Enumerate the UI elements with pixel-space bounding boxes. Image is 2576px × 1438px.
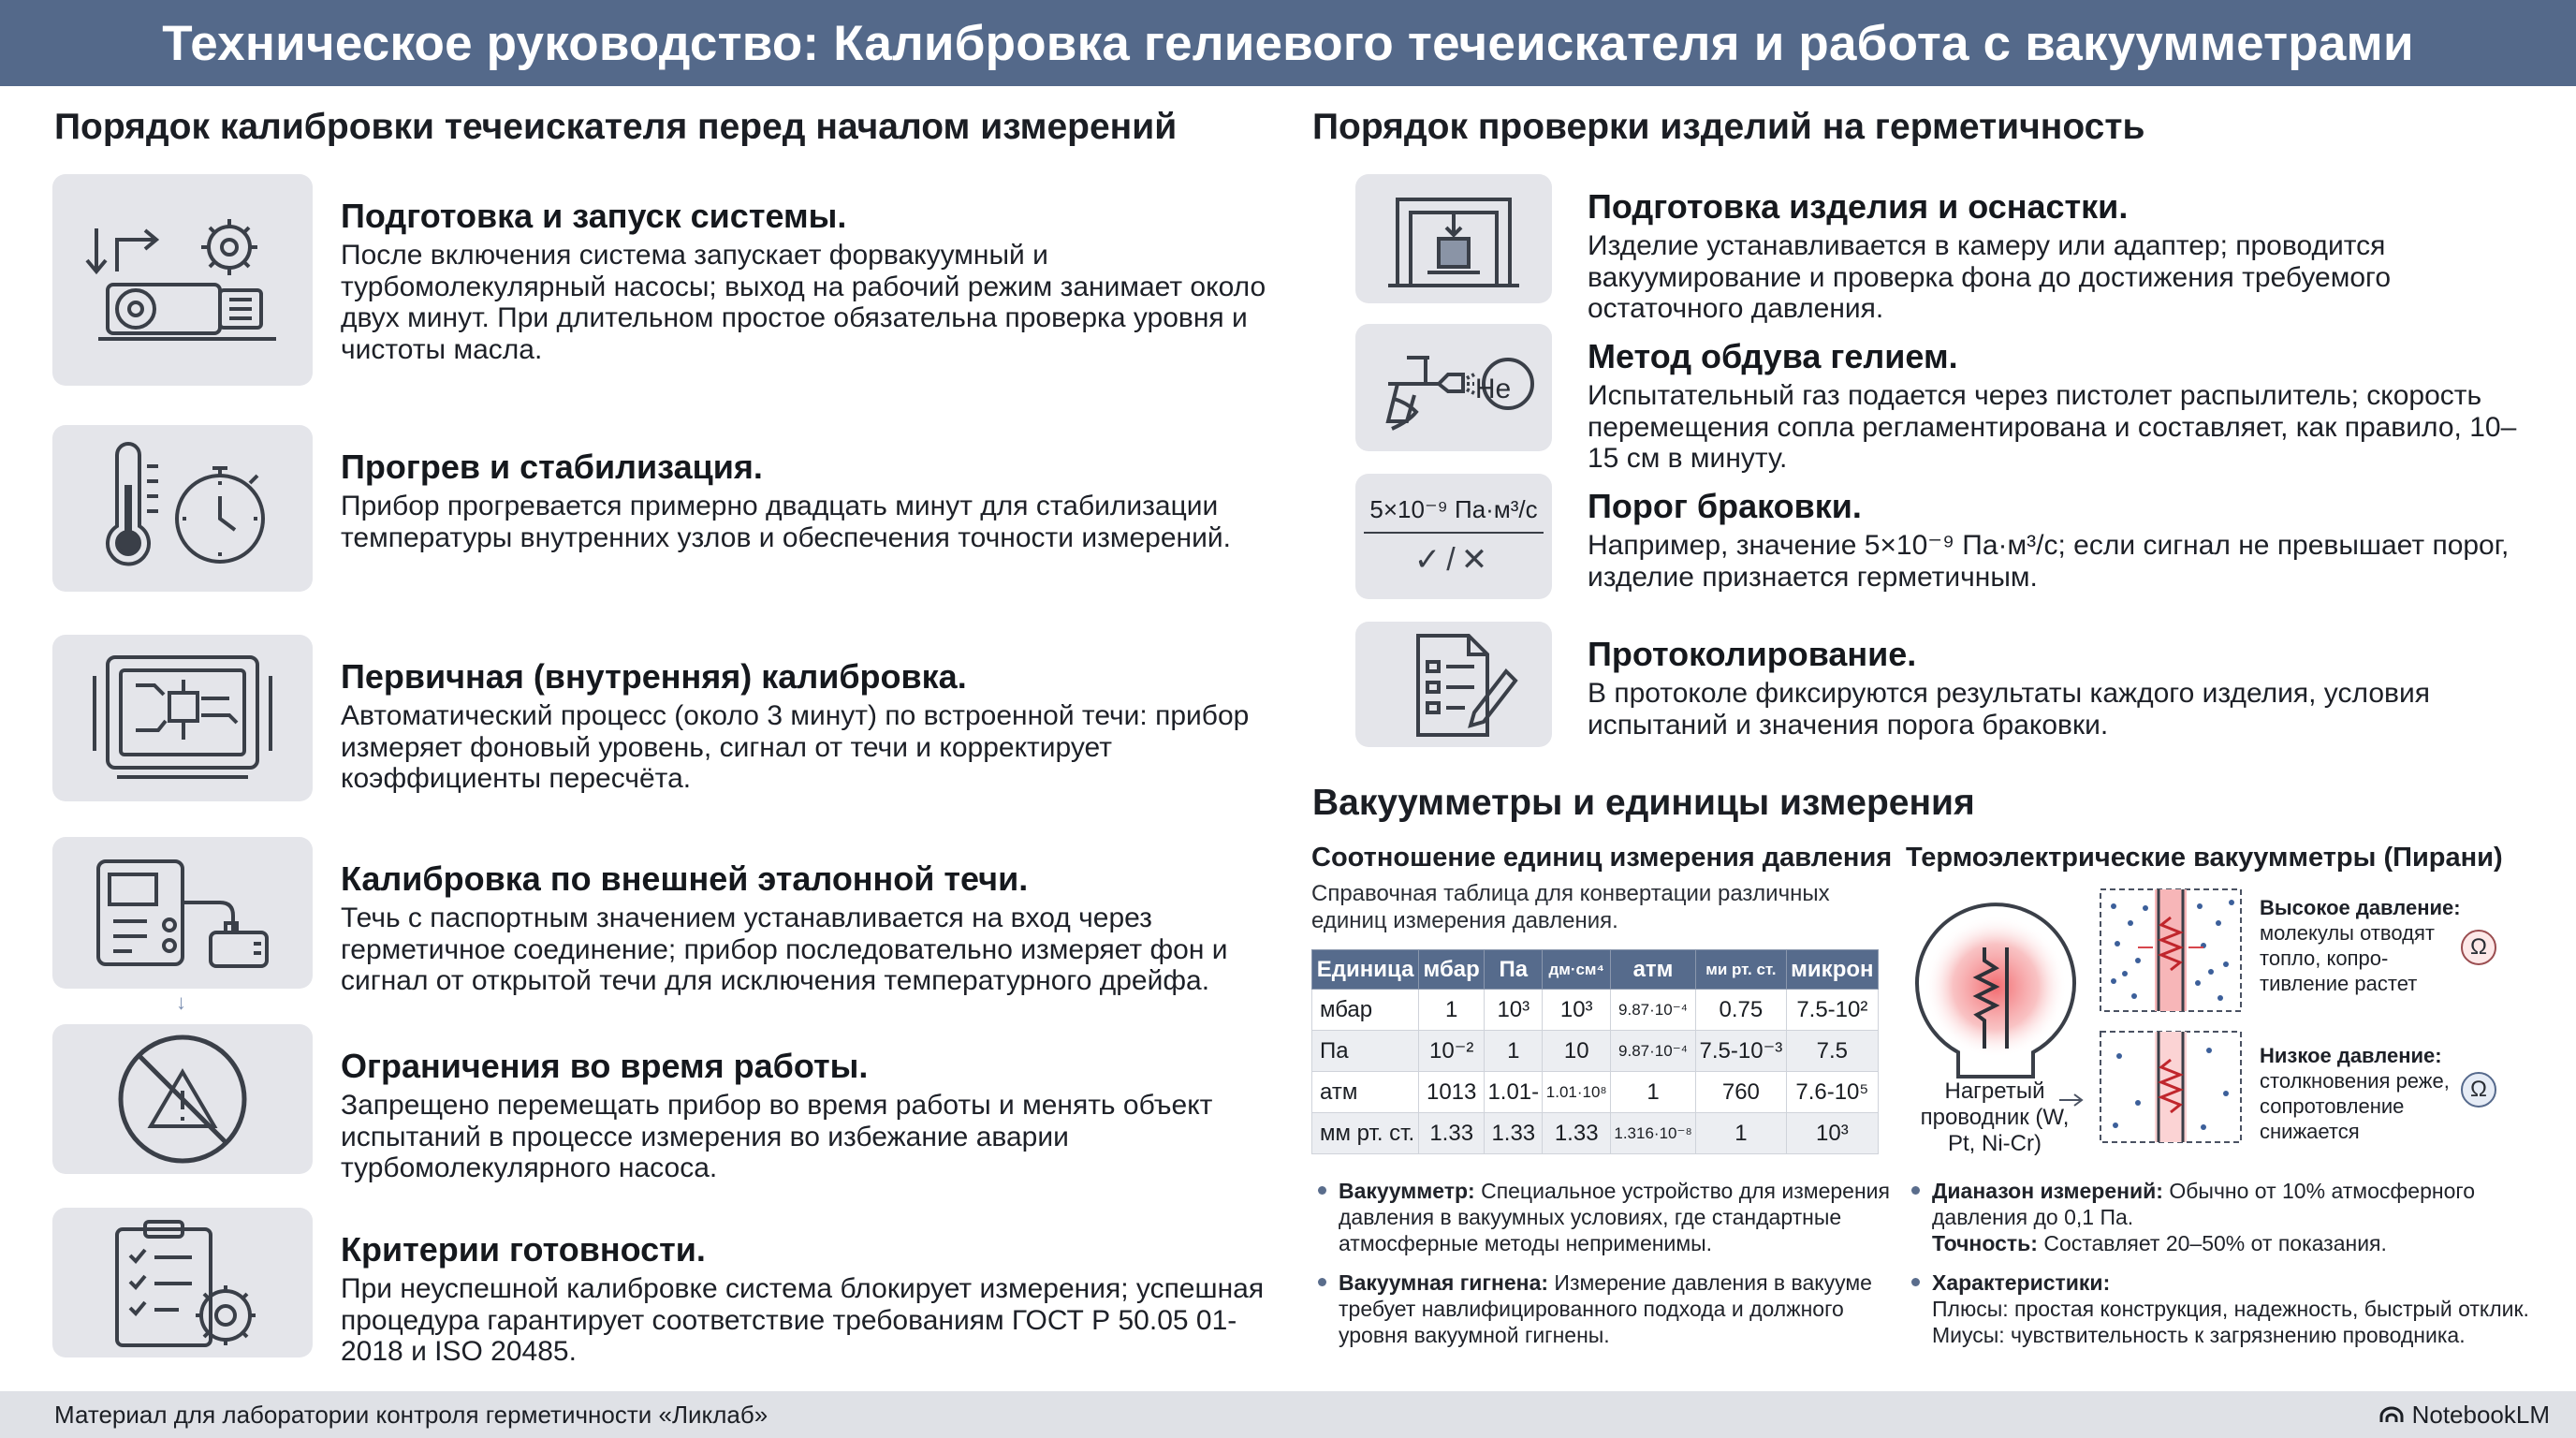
table-cell: 760: [1696, 1072, 1787, 1113]
page-header: [0, 0, 2576, 86]
bullet-text: Плюсы: простая конструкция, надежность, быстрый отклик.: [1932, 1297, 2529, 1321]
table-row: [1312, 990, 1879, 1031]
table-cell: 1: [1419, 990, 1485, 1031]
table-cell: 1.33: [1485, 1113, 1543, 1154]
helium-label: He: [1474, 374, 1512, 404]
ohm-label-high: Ω: [2470, 934, 2487, 960]
units-subtitle: Соотношение единиц измерения давления: [1311, 843, 1893, 873]
step-text: Испытательный газ подается через пистолет распылитель; скорость перемещения сопла регламентирована и составляет, как правило, 10–15 см в минуту.: [1588, 380, 2517, 474]
step-text: Изделие устанавливается в камеру или адаптер; проводится вакуумирование и проверка фона до достижения требуемого остаточного давления.: [1588, 230, 2392, 324]
table-cell: 1.01·10⁸: [1543, 1072, 1611, 1113]
table-cell: 7.5-10²: [1786, 990, 1878, 1031]
calibration-step-4: [52, 837, 1269, 996]
step-text: При неуспешной калибровке система блокирует измерения; успешная процедура гарантирует соответствие требованиям ГОСТ Р 50.05 01-2018 и ISO 20485.: [341, 1273, 1265, 1367]
table-header-cell: Единица: [1312, 950, 1419, 990]
list-item: [1314, 1178, 1895, 1256]
step-title: Прогрев и стабилизация.: [341, 448, 763, 486]
bullet-term: Точность:: [1932, 1231, 2038, 1255]
table-row: [1312, 1072, 1879, 1113]
check-cross-icon: ✓/✕: [1413, 541, 1494, 578]
page-title: Техническое руководство: Калибровка гелиевого течеискателя и работа с вакуумметрами: [162, 15, 2414, 71]
table-cell: 10³: [1786, 1113, 1878, 1154]
table-cell: 1: [1485, 1031, 1543, 1072]
check-step-3: [1355, 474, 2535, 599]
table-cell: 1.01-: [1485, 1072, 1543, 1113]
bullet-text: Специальное устройство для измерения давления в вакуумных условиях, где стандартные атмосферные методы неприменимы.: [1339, 1179, 1890, 1255]
table-cell: 7.5: [1786, 1031, 1878, 1072]
high-pressure-text: молекулы отводят топло, копро-тивление растет: [2260, 921, 2435, 995]
bullet-text: Обычно от 10% атмосферного давления до 0,1 Па.: [1932, 1179, 2476, 1229]
bullet-text: Составляет 20–50% от показания.: [2037, 1231, 2387, 1255]
arrow-down-icon: ↓: [176, 990, 186, 1014]
conductor-label: Нагретый проводник (W, Pt, Ni-Cr): [1920, 1078, 2070, 1156]
units-description: Справочная таблица для конвертации различных единиц измерения давления.: [1311, 881, 1830, 933]
threshold-value-text: 5×10⁻⁹ Па·м³/с: [1364, 495, 1543, 534]
table-header-cell: дм·см⁴: [1543, 950, 1611, 990]
table-cell: 10⁻²: [1419, 1031, 1485, 1072]
table-cell: 1.316·10⁻⁸: [1610, 1113, 1695, 1154]
units-conversion-table: [1311, 949, 1879, 1154]
step-title: Калибровка по внешней эталонной течи.: [341, 859, 1029, 898]
table-cell: 1: [1610, 1072, 1695, 1113]
bullet-term: Вакуумная гигнена:: [1339, 1270, 1549, 1295]
step-title: Подготовка изделия и оснастки.: [1588, 187, 2129, 226]
table-header-cell: атм: [1610, 950, 1695, 990]
footer-text: Материал для лаборатории контроля герметичности «Ликлаб»: [54, 1400, 768, 1429]
right-section-title: Порядок проверки изделий на герметичность: [1312, 107, 2145, 147]
step-text: Запрещено перемещать прибор во время работы и менять объект испытаний в процессе измерения во избежание аварии турбомолекулярного насоса.: [341, 1090, 1213, 1183]
high-pressure-title: Высокое давление:: [2260, 896, 2461, 919]
step-text: В протоколе фиксируются результаты каждого изделия, условия испытаний и значения порога браковки.: [1588, 678, 2430, 741]
chamber-press-icon: [1355, 174, 1552, 303]
table-cell: 1.33: [1419, 1113, 1485, 1154]
list-item: [1908, 1269, 2544, 1348]
table-cell: 7.6-10⁵: [1786, 1072, 1878, 1113]
step-text: Автоматический процесс (около 3 минут) по встроенной течи: прибор измеряет фоновый уровень, сигнал от течи и корректирует коэффициенты пересчёта.: [341, 700, 1250, 794]
low-pressure-text: столкновения реже, сопротовление снижается: [2260, 1069, 2450, 1143]
check-step-4: [1355, 622, 2535, 747]
table-header-cell: мбар: [1419, 950, 1485, 990]
table-cell: 1013: [1419, 1072, 1485, 1113]
calibration-step-2: [52, 425, 1269, 592]
step-title: Порог браковки.: [1588, 487, 1862, 525]
table-cell: 10³: [1543, 990, 1611, 1031]
table-cell: атм: [1312, 1072, 1419, 1113]
step-title: Протоколирование.: [1588, 635, 1917, 673]
table-header-row: [1312, 950, 1879, 990]
table-cell: 10: [1543, 1031, 1611, 1072]
table-row: [1312, 1113, 1879, 1154]
calibration-step-3: [52, 635, 1269, 801]
circuit-chip-icon: [52, 635, 313, 801]
table-header-cell: ми рт. ст.: [1696, 950, 1787, 990]
table-cell: мбар: [1312, 990, 1419, 1031]
pump-gear-icon: [52, 174, 313, 386]
notebooklm-logo-icon: [2378, 1405, 2405, 1424]
calibration-step-5: [52, 1024, 1269, 1183]
table-cell: 0.75: [1696, 990, 1787, 1031]
step-title: Критерии готовности.: [341, 1230, 706, 1269]
step-text: После включения система запускает форвакуумный и турбомолекулярный насосы; выход на рабочий режим занимает около двух минут. При длительном простое обязательна проверка уровня и чистоты масла.: [341, 240, 1266, 365]
low-pressure-note: [2260, 1043, 2466, 1144]
step-title: Подготовка и запуск системы.: [341, 197, 847, 235]
table-cell: 1: [1696, 1113, 1787, 1154]
ohm-label-low: Ω: [2470, 1077, 2487, 1102]
document-pen-icon: [1355, 622, 1552, 747]
table-cell: 9.87·10⁻⁴: [1610, 990, 1695, 1031]
table-cell: мм рт. ст.: [1312, 1113, 1419, 1154]
calibration-step-6: [52, 1208, 1269, 1367]
high-pressure-note: [2260, 895, 2466, 996]
step-text: Например, значение 5×10⁻⁹ Па·м³/с; если сигнал не превышает порог, изделие признается герметичным.: [1588, 530, 2510, 593]
thermometer-stopwatch-icon: [52, 425, 313, 592]
table-cell: 10³: [1485, 990, 1543, 1031]
bullet-text: Миусы: чувствительность к загрязнению проводника.: [1932, 1323, 2466, 1347]
check-step-1: [1355, 174, 2535, 324]
pirani-subtitle: Термоэлектрические вакуумметры (Пирани): [1906, 843, 2503, 873]
bullet-term: Характеристики:: [1932, 1270, 2111, 1295]
checklist-gear-icon: [52, 1208, 313, 1357]
step-title: Первичная (внутренняя) калибровка.: [341, 657, 967, 696]
table-header-cell: микрон: [1786, 950, 1878, 990]
pirani-bullet-list: [1908, 1178, 2544, 1361]
device-leak-icon: [52, 837, 313, 989]
prohibited-warning-icon: [52, 1024, 313, 1174]
left-section-title: Порядок калибровки течеискателя перед началом измерений: [54, 107, 1178, 147]
units-bullet-list: [1314, 1178, 1895, 1361]
table-cell: 1.33: [1543, 1113, 1611, 1154]
calibration-step-1: [52, 174, 1269, 386]
table-cell: 7.5-10⁻³: [1696, 1031, 1787, 1072]
check-step-2: [1355, 324, 2535, 474]
step-text: Течь с паспортным значением устанавливается на вход через герметичное соединение; прибор последовательно измеряет фон и сигнал от открытой течи для исключения температурного дрейфа.: [341, 902, 1228, 996]
threshold-check-icon: [1355, 474, 1552, 599]
bullet-term: Дианазон измерений:: [1932, 1179, 2163, 1203]
table-cell: 9.87·10⁻⁴: [1610, 1031, 1695, 1072]
bullet-term: Вакуумметр:: [1339, 1179, 1475, 1203]
list-item: [1908, 1178, 2544, 1256]
low-pressure-title: Низкое давление:: [2260, 1044, 2442, 1067]
step-title: Ограничения во время работы.: [341, 1047, 869, 1085]
page-footer: [0, 1391, 2576, 1438]
spray-gun-helium-icon: [1355, 324, 1552, 451]
bullet-text: Измерение давления в вакууме требует навлифицированного подхода и должного уровня вакуумной гигнены.: [1339, 1270, 1872, 1347]
table-cell: Па: [1312, 1031, 1419, 1072]
step-text: Прибор прогревается примерно двадцать минут для стабилизации температуры внутренних узлов и обеспечения точности измерений.: [341, 491, 1231, 553]
brand-name: NotebookLM: [2411, 1400, 2550, 1429]
list-item: [1314, 1269, 1895, 1348]
brand-badge: [2378, 1401, 2550, 1430]
table-header-cell: Па: [1485, 950, 1543, 990]
step-title: Метод обдува гелием.: [1588, 337, 1958, 375]
vacuum-section-title: Вакуумметры и единицы измерения: [1312, 783, 1975, 823]
table-row: [1312, 1031, 1879, 1072]
